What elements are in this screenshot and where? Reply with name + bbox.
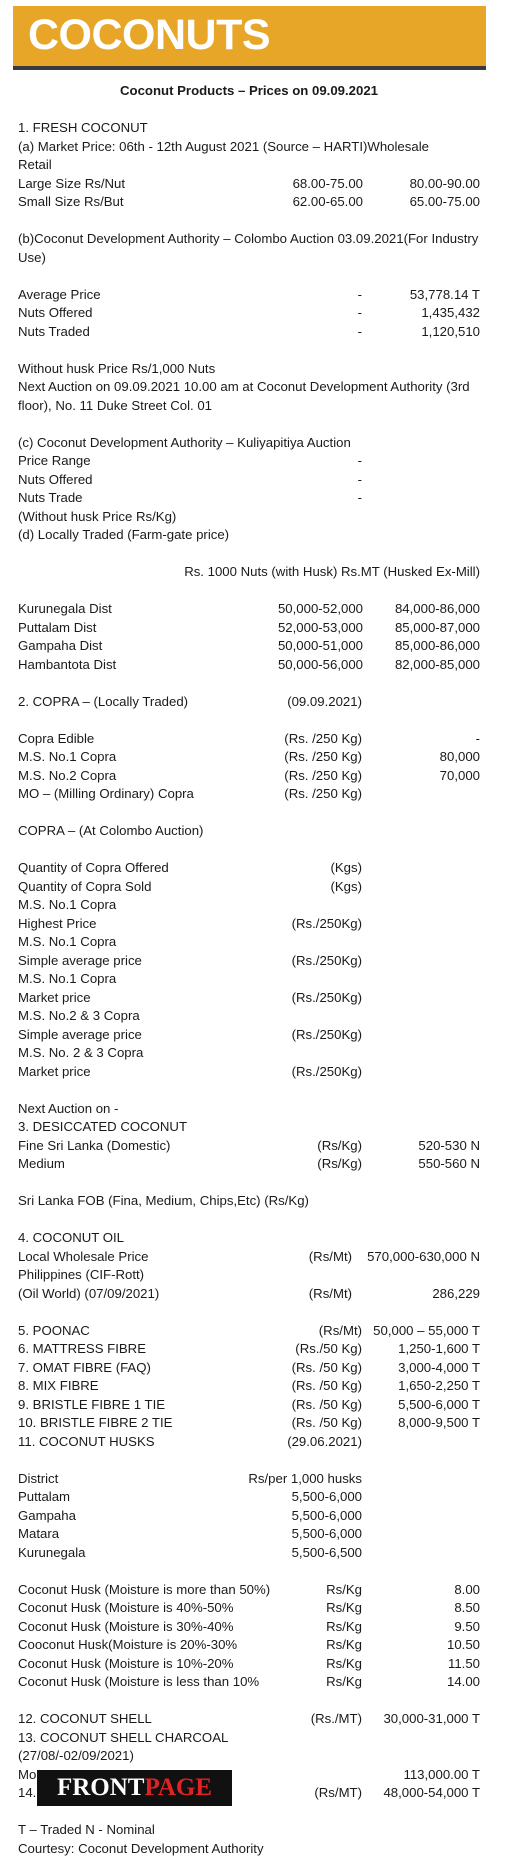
row-label: Nuts Offered bbox=[18, 305, 93, 320]
row-label: Coconut Husk (Moisture is more than 50%) bbox=[18, 1581, 271, 1597]
table-row bbox=[18, 730, 480, 749]
table-row bbox=[18, 1026, 480, 1045]
husk-district-table bbox=[18, 1488, 480, 1562]
table-header: Rs. 1000 Nuts (with Husk) Rs.MT (Husked Ex-Mill) bbox=[184, 564, 480, 579]
row-value: 30,000-31,000 T bbox=[383, 1711, 480, 1726]
row-unit: (Rs. /50 Kg) bbox=[291, 1378, 362, 1393]
row-label: Fine Sri Lanka (Domestic) bbox=[18, 1137, 171, 1153]
table-row bbox=[18, 933, 480, 952]
row-value: 1,435,432 bbox=[421, 305, 480, 320]
row-label: Cooconut Husk(Moisture is 20%-30% bbox=[18, 1637, 238, 1652]
row-label: Puttalam Dist bbox=[18, 619, 97, 635]
row-unit: Rs/Kg bbox=[326, 1637, 362, 1652]
row-value: 80,000 bbox=[439, 749, 480, 764]
table-row bbox=[18, 1525, 480, 1544]
row-label: Nuts Offered bbox=[18, 471, 93, 487]
row-unit: (Rs./250Kg) bbox=[291, 1063, 362, 1079]
row-value: 50,000-51,000 bbox=[277, 638, 363, 653]
row-label: M.S. No. 2 & 3 Copra bbox=[18, 1045, 144, 1060]
row-label: Copra Edible bbox=[18, 730, 95, 746]
table-row bbox=[18, 600, 480, 619]
row-value: 50,000-52,000 bbox=[277, 601, 363, 616]
table-row bbox=[18, 1044, 480, 1063]
row-label: Coconut Husk (Moisture is 30%-40% bbox=[18, 1618, 234, 1634]
table-row bbox=[18, 1544, 480, 1563]
table-row bbox=[18, 1507, 480, 1526]
row-value: 286,229 bbox=[432, 1285, 480, 1301]
section-heading: 13. COCONUT SHELL CHARCOAL bbox=[18, 1729, 229, 1745]
masthead-banner bbox=[13, 6, 486, 66]
row-value: 5,500-6,500 bbox=[291, 1544, 362, 1560]
row-dash: - bbox=[357, 453, 362, 468]
table-row bbox=[18, 1322, 480, 1341]
row-label: Matara bbox=[18, 1526, 60, 1541]
row-value: 52,000-53,000 bbox=[277, 619, 363, 635]
row-value: 62.00-65.00 bbox=[292, 194, 363, 209]
table-row bbox=[18, 1248, 480, 1267]
table-row bbox=[18, 1137, 480, 1156]
row-value: 113,000.00 T bbox=[403, 1766, 480, 1782]
row-label: Coconut Husk (Moisture is less than 10% bbox=[18, 1674, 260, 1689]
table-row bbox=[18, 1655, 480, 1674]
copra-local-table bbox=[18, 730, 480, 804]
row-label: Quantity of Copra Sold bbox=[18, 878, 152, 894]
legend-note: T – Traded N - Nominal bbox=[18, 1822, 155, 1837]
row-unit: (Rs./50 Kg) bbox=[295, 1341, 362, 1356]
row-label: (Oil World) (07/09/2021) bbox=[18, 1285, 160, 1301]
table-row bbox=[18, 1377, 480, 1396]
row-unit: (Rs/Mt) bbox=[318, 1322, 362, 1338]
row-label: Market price bbox=[18, 989, 91, 1005]
row-value: 65.00-75.00 bbox=[409, 194, 480, 209]
row-label: 5. POONAC bbox=[18, 1322, 90, 1338]
row-unit: Rs/Kg bbox=[326, 1581, 362, 1597]
table-row bbox=[18, 471, 480, 490]
row-label: 10. BRISTLE FIBRE 2 TIE bbox=[18, 1415, 173, 1430]
row-value: 8.00 bbox=[454, 1581, 480, 1597]
row-value: 520-530 N bbox=[418, 1137, 480, 1153]
table-row bbox=[18, 1340, 480, 1359]
section-heading: 3. DESICCATED COCONUT bbox=[18, 1119, 188, 1134]
row-value: 50,000-56,000 bbox=[277, 656, 363, 672]
table-row bbox=[18, 878, 480, 897]
logo-part-page: PAGE bbox=[144, 1774, 213, 1801]
row-unit: (Rs. /50 Kg) bbox=[291, 1359, 362, 1375]
text-line: Next Auction on - bbox=[18, 1100, 119, 1116]
table-row bbox=[18, 193, 480, 212]
row-label: Mo bbox=[18, 1766, 37, 1782]
table-row bbox=[18, 1710, 480, 1729]
row-value: 1,120,510 bbox=[421, 323, 480, 339]
row-unit: (Rs. /50 Kg) bbox=[291, 1415, 362, 1430]
row-value: 53,778.14 T bbox=[409, 286, 480, 302]
row-value: 11.50 bbox=[447, 1655, 480, 1671]
text-line: Next Auction on 09.09.2021 10.00 am at Coconut Development Authority (3rd floor), No. 11 Duke Street Col. 01 bbox=[18, 379, 470, 413]
section-date: (09.09.2021) bbox=[287, 693, 362, 709]
row-value: 1,650-2,250 T bbox=[398, 1378, 480, 1393]
row-label: M.S. No.1 Copra bbox=[18, 934, 117, 949]
table-row bbox=[18, 1488, 480, 1507]
masthead-title: COCONUTS bbox=[28, 11, 271, 59]
row-label: Average Price bbox=[18, 286, 101, 302]
row-dash: - bbox=[357, 305, 362, 320]
row-value: 550-560 N bbox=[418, 1156, 480, 1171]
table-row bbox=[18, 767, 480, 786]
table-row bbox=[18, 619, 480, 638]
text-line: (b)Coconut Development Authority – Colombo Auction 03.09.2021(For Industry Use) bbox=[18, 231, 479, 265]
table-row bbox=[18, 1063, 480, 1082]
row-unit: (Rs/Kg) bbox=[317, 1137, 362, 1153]
table-row bbox=[18, 952, 480, 971]
table-row bbox=[18, 304, 480, 323]
row-label: Highest Price bbox=[18, 915, 97, 931]
row-value: 85,000-86,000 bbox=[394, 638, 480, 653]
row-value: 48,000-54,000 T bbox=[383, 1785, 480, 1800]
row-dash: - bbox=[357, 286, 362, 302]
row-value: 85,000-87,000 bbox=[394, 619, 480, 635]
row-value: 1,250-1,600 T bbox=[398, 1341, 480, 1356]
row-value: 5,500-6,000 T bbox=[398, 1396, 480, 1412]
courtesy-note: Courtesy: Coconut Development Authority bbox=[18, 1840, 264, 1856]
row-label: Simple average price bbox=[18, 952, 142, 968]
row-unit: Rs/Kg bbox=[326, 1600, 362, 1615]
row-unit: (Kgs) bbox=[330, 860, 362, 875]
row-label: Quantity of Copra Offered bbox=[18, 860, 169, 875]
column-header: Rs/per 1,000 husks bbox=[248, 1470, 362, 1486]
text-line: (d) Locally Traded (Farm-gate price) bbox=[18, 527, 230, 542]
row-dash: - bbox=[357, 490, 362, 505]
frontpage-logo bbox=[37, 1770, 232, 1806]
row-unit: (Rs/Kg) bbox=[317, 1156, 362, 1171]
text-line: Philippines (CIF-Rott) bbox=[18, 1267, 145, 1282]
section-date: (27/08/-02/09/2021) bbox=[18, 1748, 134, 1763]
row-value: 9.50 bbox=[454, 1618, 480, 1634]
row-value: 10.50 bbox=[446, 1637, 480, 1652]
section-heading: COPRA – (At Colombo Auction) bbox=[18, 823, 204, 838]
row-label: Coconut Husk (Moisture is 40%-50% bbox=[18, 1600, 234, 1615]
table-header bbox=[18, 1470, 480, 1489]
table-row bbox=[18, 323, 480, 342]
table-row bbox=[18, 1433, 480, 1452]
row-label: 9. BRISTLE FIBRE 1 TIE bbox=[18, 1396, 166, 1412]
row-label: Medium bbox=[18, 1156, 65, 1171]
desiccated-table bbox=[18, 1137, 480, 1174]
table-row bbox=[18, 989, 480, 1008]
table-row bbox=[18, 970, 480, 989]
text-line: (Without husk Price Rs/Kg) bbox=[18, 508, 177, 524]
table-row bbox=[18, 1396, 480, 1415]
table-row bbox=[18, 785, 480, 804]
text-line: Retail bbox=[18, 157, 52, 172]
table-row bbox=[18, 915, 480, 934]
text-line: (c) Coconut Development Authority – Kuliyapitiya Auction bbox=[18, 434, 351, 450]
text-line: (a) Market Price: 06th - 12th August 2021 (Source – HARTI)Wholesale bbox=[18, 138, 429, 154]
logo-part-front: FRONT bbox=[56, 1774, 145, 1801]
row-value: 8,000-9,500 T bbox=[398, 1415, 480, 1430]
table-row bbox=[18, 1618, 480, 1637]
row-dash: - bbox=[357, 471, 362, 487]
section-heading: 2. COPRA – (Locally Traded) bbox=[18, 693, 189, 709]
row-value: 570,000-630,000 N bbox=[367, 1248, 480, 1264]
price-listing bbox=[18, 82, 480, 1858]
row-unit: (Rs/Mt) bbox=[308, 1248, 352, 1264]
row-value: 68.00-75.00 bbox=[292, 175, 363, 191]
row-label: M.S. No.1 Copra bbox=[18, 971, 117, 986]
row-label: M.S. No.2 Copra bbox=[18, 767, 117, 783]
row-unit: (Rs./250Kg) bbox=[291, 1026, 362, 1042]
section-heading: 1. FRESH COCONUT bbox=[18, 120, 148, 135]
row-unit: (Rs. /250 Kg) bbox=[284, 786, 362, 801]
row-value: 50,000 – 55,000 T bbox=[373, 1322, 480, 1338]
row-unit: (Rs./250Kg) bbox=[291, 915, 362, 931]
copra-auction-table bbox=[18, 859, 480, 1081]
row-unit: (Rs. /50 Kg) bbox=[291, 1396, 362, 1412]
moisture-table bbox=[18, 1581, 480, 1692]
row-label: 14. bbox=[18, 1785, 37, 1800]
row-unit: Rs/Kg bbox=[326, 1618, 362, 1634]
row-label: Small Size Rs/But bbox=[18, 194, 124, 209]
text-line: Sri Lanka FOB (Fina, Medium, Chips,Etc) (Rs/Kg) bbox=[18, 1193, 309, 1208]
row-value: 82,000-85,000 bbox=[394, 656, 480, 672]
text-line: Without husk Price Rs/1,000 Nuts bbox=[18, 360, 216, 376]
row-unit: (Rs/Mt) bbox=[308, 1285, 352, 1301]
row-value: 5,500-6,000 bbox=[291, 1507, 362, 1523]
table-row bbox=[18, 1673, 480, 1692]
table-row bbox=[18, 896, 480, 915]
section-heading: 4. COCONUT OIL bbox=[18, 1230, 125, 1245]
row-unit: (Kgs) bbox=[330, 878, 362, 894]
column-header: District bbox=[18, 1470, 59, 1486]
row-unit: (Rs. /250 Kg) bbox=[284, 767, 362, 783]
row-unit: Rs/Kg bbox=[326, 1655, 362, 1671]
row-value: 5,500-6,000 bbox=[291, 1526, 362, 1541]
row-label: Coconut Husk (Moisture is 10%-20% bbox=[18, 1655, 234, 1671]
fibre-table bbox=[18, 1322, 480, 1452]
row-value: 70,000 bbox=[439, 767, 480, 783]
table-row bbox=[18, 656, 480, 675]
row-label: 6. MATTRESS FIBRE bbox=[18, 1341, 146, 1356]
table-row bbox=[18, 1414, 480, 1433]
row-label: 12. COCONUT SHELL bbox=[18, 1711, 152, 1726]
table-row bbox=[18, 286, 480, 305]
row-label: Market price bbox=[18, 1063, 91, 1079]
row-label: Nuts Traded bbox=[18, 323, 90, 339]
row-label: 8. MIX FIBRE bbox=[18, 1378, 99, 1393]
section-heading-row bbox=[18, 693, 480, 712]
row-value: 3,000-4,000 T bbox=[398, 1359, 480, 1375]
row-label: Gampaha bbox=[18, 1507, 76, 1523]
row-label: Puttalam bbox=[18, 1489, 71, 1504]
row-unit: (Rs/MT) bbox=[314, 1785, 362, 1800]
page-subtitle: Coconut Products – Prices on 09.09.2021 bbox=[120, 83, 378, 98]
row-dash: - bbox=[357, 323, 362, 339]
row-value: 5,500-6,000 bbox=[291, 1489, 362, 1504]
table-row bbox=[18, 637, 480, 656]
row-label: M.S. No.2 & 3 Copra bbox=[18, 1008, 140, 1023]
row-label: Simple average price bbox=[18, 1026, 142, 1042]
table-row bbox=[18, 1007, 480, 1026]
row-label: M.S. No.1 Copra bbox=[18, 897, 117, 912]
row-value: 84,000-86,000 bbox=[394, 601, 480, 616]
row-value: - bbox=[475, 730, 480, 746]
row-label: 7. OMAT FIBRE (FAQ) bbox=[18, 1359, 151, 1375]
masthead-rule bbox=[13, 66, 486, 70]
table-row bbox=[18, 1581, 480, 1600]
row-label: Large Size Rs/Nut bbox=[18, 175, 126, 191]
row-value: 8.50 bbox=[454, 1600, 480, 1615]
row-unit: (Rs./MT) bbox=[310, 1711, 362, 1726]
table-row bbox=[18, 1636, 480, 1655]
table-row bbox=[18, 452, 480, 471]
table-row bbox=[18, 1359, 480, 1378]
table-row bbox=[18, 1599, 480, 1618]
row-unit: (Rs. /250 Kg) bbox=[284, 730, 362, 746]
row-label: Kurunegala Dist bbox=[18, 601, 112, 616]
row-label: 11. COCONUT HUSKS bbox=[18, 1433, 155, 1449]
district-table bbox=[18, 600, 480, 674]
row-label: MO – (Milling Ordinary) Copra bbox=[18, 786, 194, 801]
row-unit: (Rs./250Kg) bbox=[291, 952, 362, 968]
table-row bbox=[18, 1155, 480, 1174]
row-unit: (29.06.2021) bbox=[287, 1433, 362, 1449]
row-label: Local Wholesale Price bbox=[18, 1248, 149, 1264]
row-value: 14.00 bbox=[446, 1674, 480, 1689]
row-label: Nuts Trade bbox=[18, 490, 83, 505]
table-row bbox=[18, 859, 480, 878]
row-label: Hambantota Dist bbox=[18, 656, 117, 672]
row-label: Price Range bbox=[18, 453, 91, 468]
table-row bbox=[18, 748, 480, 767]
row-unit: (Rs. /250 Kg) bbox=[284, 749, 362, 764]
row-label: Gampaha Dist bbox=[18, 638, 103, 653]
table-row bbox=[18, 175, 480, 194]
table-row bbox=[18, 1285, 480, 1304]
table-row bbox=[18, 489, 480, 508]
row-value: 80.00-90.00 bbox=[409, 175, 480, 191]
row-label: M.S. No.1 Copra bbox=[18, 749, 117, 764]
row-label: Kurunegala bbox=[18, 1544, 86, 1560]
row-unit: Rs/Kg bbox=[326, 1674, 362, 1689]
row-unit: (Rs./250Kg) bbox=[291, 989, 362, 1005]
